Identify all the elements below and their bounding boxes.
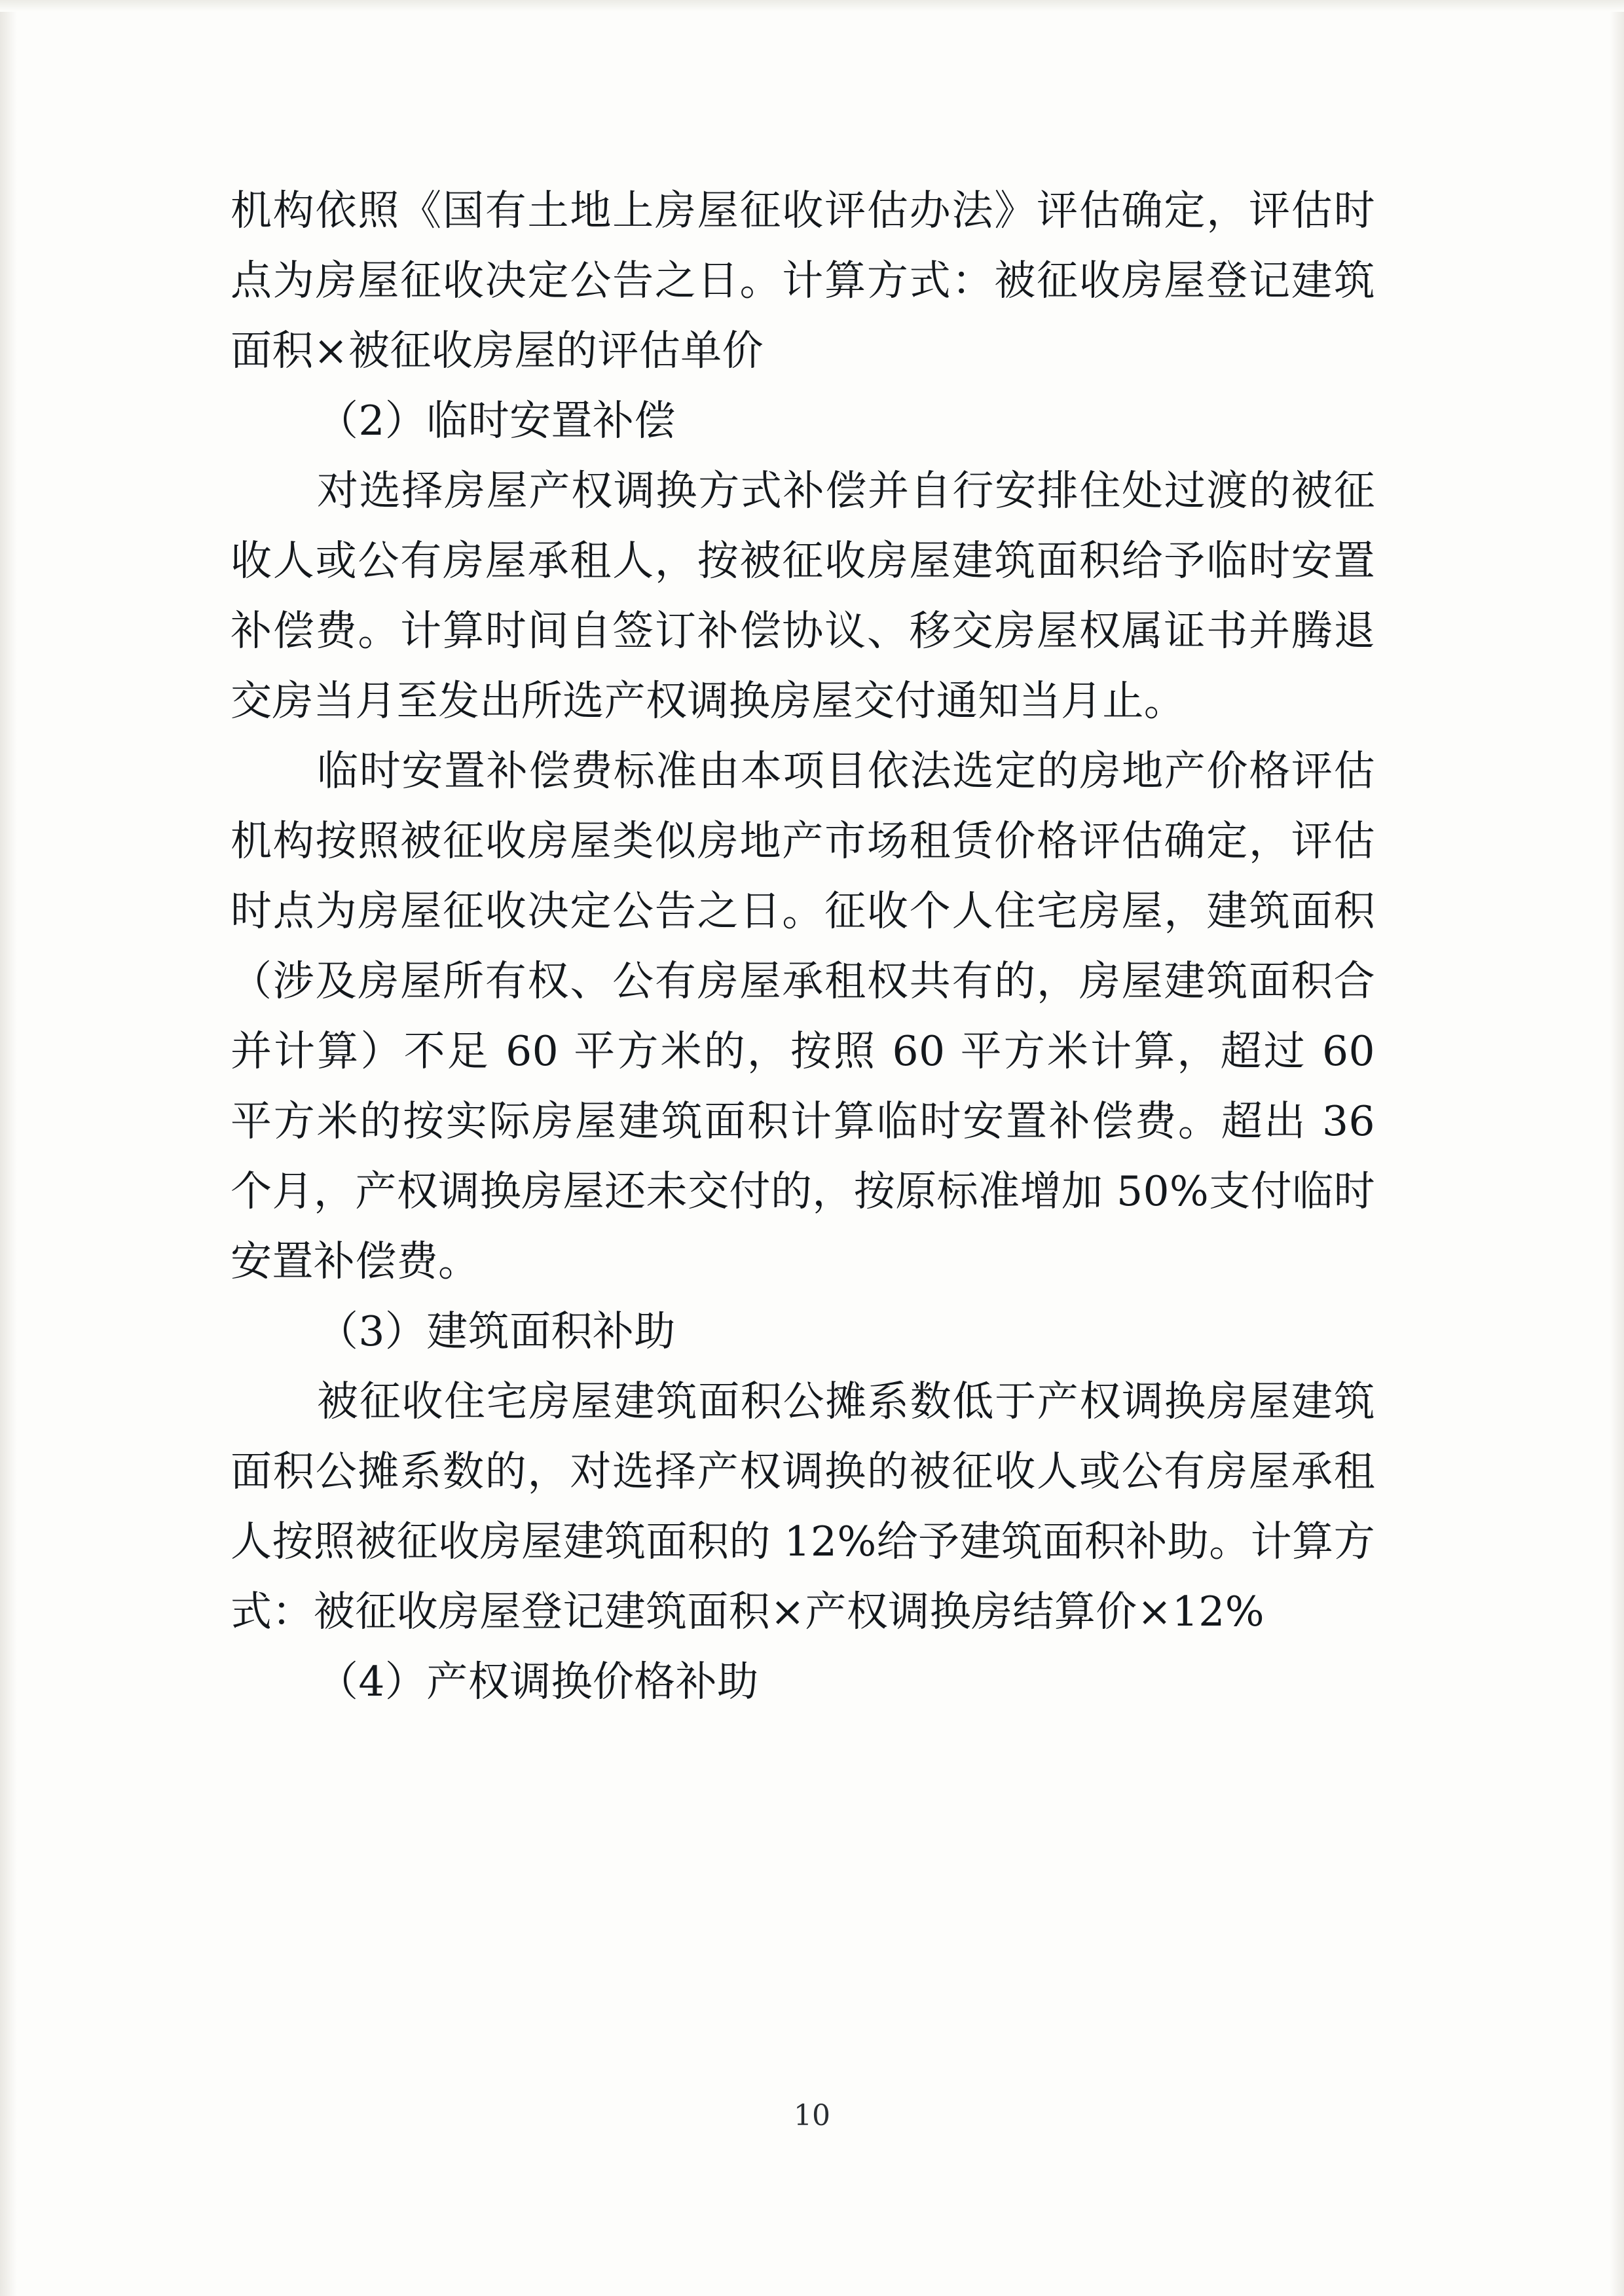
paper-edge-right bbox=[1610, 0, 1624, 2296]
paragraph-heading-item-3: （3）建筑面积补助 bbox=[317, 1307, 676, 1355]
document-body bbox=[231, 175, 1375, 1717]
paragraph-area-subsidy: 被征收住宅房屋建筑面积公摊系数低于产权调换房屋建筑面积公摊系数的，对选择产权调换的被征收人或公有房屋承租人按照被征收房屋建筑面积的 12%给予建筑面积补助。计算方式：被征收房屋登记建筑面积×产权调换房结算价×12% bbox=[231, 1377, 1375, 1635]
paragraph-heading-item-4: （4）产权调换价格补助 bbox=[317, 1658, 759, 1705]
paragraph-heading-item-2: （2）临时安置补偿 bbox=[317, 397, 676, 445]
paper-edge-top bbox=[0, 0, 1624, 12]
page-number: 10 bbox=[794, 2099, 830, 2132]
paragraph-resettlement-standard: 临时安置补偿费标准由本项目依法选定的房地产价格评估机构按照被征收房屋类似房地产市场租赁价格评估确定，评估时点为房屋征收决定公告之日。征收个人住宅房屋，建筑面积（涉及房屋所有权、公有房屋承租权共有的，房屋建筑面积合并计算）不足 60 平方米的，按照 60 平方米计算，超过 60 平方米的按实际房屋建筑面积计算临时安置补偿费。超出 36 个月，产权调换房屋还未交付的，按原标准增加 50%支付临时安置补偿费。 bbox=[231, 747, 1375, 1285]
paragraph-continuation: 机构依照《国有土地上房屋征收评估办法》评估确定，评估时点为房屋征收决定公告之日。计算方式：被征收房屋登记建筑面积×被征收房屋的评估单价 bbox=[231, 187, 1375, 374]
paragraph-temporary-resettlement: 对选择房屋产权调换方式补偿并自行安排住处过渡的被征收人或公有房屋承租人，按被征收房屋建筑面积给予临时安置补偿费。计算时间自签订补偿协议、移交房屋权属证书并腾退交房当月至发出所选产权调换房屋交付通知当月止。 bbox=[231, 467, 1375, 725]
paper-edge-left bbox=[0, 0, 17, 2296]
